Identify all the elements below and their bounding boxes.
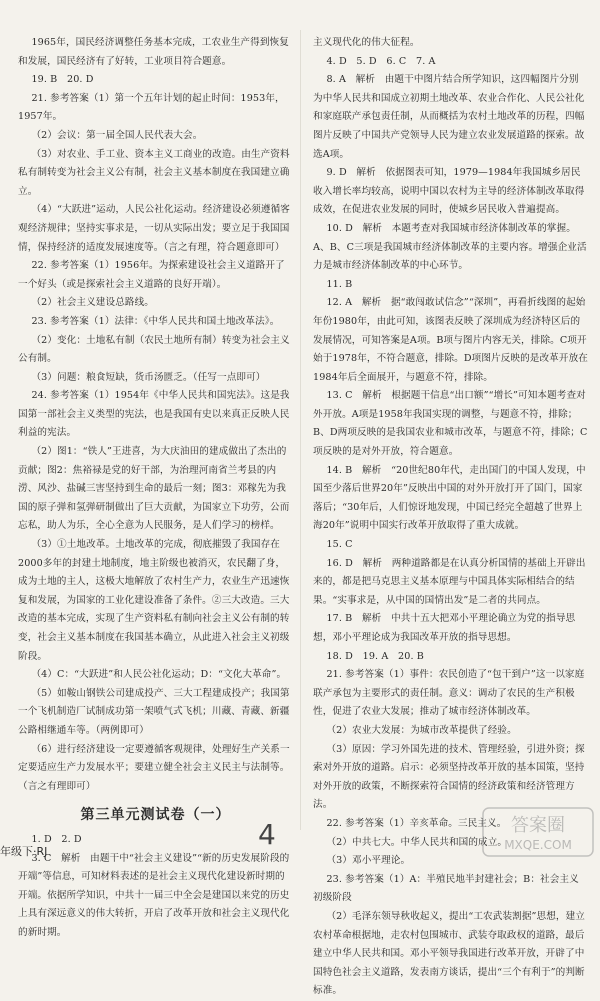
left-paragraph: （2）社会主义建设总路线。 xyxy=(31,297,154,309)
right-paragraph: 8. A 解析 由题干中图片结合所学知识，这四幅图片分别为中华人民共和国成立初期土地改革、农业合作化、人民公社化和家庭联产承包责任制，从而概括为农村土地改革的历程，四幅图片反映了中国共产党领导人民为建立农业发展道路的探索。故选A项。 xyxy=(313,74,585,160)
page-number: 4 xyxy=(258,818,276,851)
right-paragraph: （2）中共七大。中华人民共和国的成立。 xyxy=(326,836,508,848)
watermark-logo xyxy=(482,807,594,857)
right-paragraph: 14. B 解析 “20世纪80年代，走出国门的中国人发现，中国至少落后世界20年”反映出中国的对外开放打开了国门，国家落后；“30年后，人们惊讶地发现，中国已经完全超越了世界上海20年”说明中国实行改革开放取得了重大成就。 xyxy=(313,464,586,532)
left-paragraph: 21. 参考答案（1）第一个五年计划的起止时间：1953年，1957年。 xyxy=(18,92,285,123)
watermark-line1: 答案圈 xyxy=(511,815,565,836)
left-paragraph: （2）图1：“铁人”王进喜，为大庆油田的建成做出了杰出的贡献；图2：焦裕禄是党的好干部，为治理河南省兰考县的内涝、风沙、盐碱三害坚持到生命的最后一刻；图3：邓稼先为我国的原子弹和氢弹研制做出了巨大贡献，为国家立下功劳，公而忘私，助人为乐，全心全意为人民服务，是人们学习的榜样。 xyxy=(18,446,290,532)
right-paragraph: 22. 参考答案（1）辛亥革命。三民主义。 xyxy=(326,817,507,829)
right-paragraph: 4. D 5. D 6. C 7. A xyxy=(326,55,436,67)
grade-label: 年级下·RJ xyxy=(0,845,48,858)
left-paragraph: （4）C：“大跃进”和人民公社化运动；D：“文化大革命”。 xyxy=(31,669,287,681)
left-paragraphs xyxy=(18,34,293,796)
right-paragraph: 11. B xyxy=(326,278,353,290)
left-paragraph: （3）对农业、手工业、资本主义工商业的改造。由生产资料私有制转变为社会主义公有制，社会主义基本制度在我国建立确立。 xyxy=(18,148,290,197)
left-column xyxy=(18,34,293,943)
right-paragraph: 10. D 解析 本题考查对我国城市经济体制改革的掌握。A、B、C三项是我国城市经济体制改革的主要内容。增强企业活力是城市经济体制改革的中心环节。 xyxy=(313,222,587,272)
column-divider xyxy=(300,30,301,830)
right-paragraph: 23. 参考答案（1）A：半殖民地半封建社会；B：社会主义初级阶段 xyxy=(313,873,579,904)
right-paragraph: （3）邓小平理论。 xyxy=(326,855,411,867)
left-paragraph: 24. 参考答案（1）1954年《中华人民共和国宪法》。这是我国第一部社会主义类型的宪法，也是我国有史以来真正反映人民利益的宪法。 xyxy=(18,390,290,439)
right-paragraph: 9. D 解析 依据图表可知，1979—1984年我国城乡居民收入增长率均较高，说明中国以农村为主导的经济体制改革取得成效，在促进农业发展的同时，使城乡居民收入普遍提高。 xyxy=(313,167,585,216)
left-paragraph: （6）进行经济建设一定要遵循客观规律，处理好生产关系一定要适应生产力发展水平；要建立健全社会主义民主与法制等。（言之有理即可） xyxy=(18,743,290,792)
left-after-paragraph: 3. C 解析 由题干中“社会主义建设”“新的历史发展阶段的开端”等信息，可知材料表述的是社会主义现代化建设新时期的开端。依据所学知识，中共十一届三中全会是建国以来党的历史上具有深远意义的伟大转折，开启了改革开放和社会主义现代化的新时期。 xyxy=(18,852,290,938)
right-paragraph: 21. 参考答案（1）事件：农民创造了“包干到户”这一以家庭联产承包为主要形式的责任制。意义：调动了农民的生产积极性，促进了农业大发展；推动了城市经济体制改革。 xyxy=(313,669,585,718)
left-after-paragraph: 1. D 2. D xyxy=(31,833,82,845)
left-paragraph: （3）①土地改革。土地改革的完成，彻底摧毁了我国存在2000多年的封建土地制度，地主阶级也被消灭，农民翻了身，成为土地的主人，这极大地解放了农村生产力，农业生产迅速恢复和发展，为国家的工业化建设准备了条件。②三大改造。三大改造的基本完成，实现了生产资料私有制向社会主义公有制的转变，社会主义基本制度在我国基本确立，从此进入社会主义初级阶段。 xyxy=(18,539,290,662)
left-paragraph: （4）“大跃进”运动，人民公社化运动。经济建设必须遵循客观经济规律；坚持实事求是，一切从实际出发；要立足于我国国情，保持经济的适度发展速度等。（言之有理，符合题意即可） xyxy=(18,204,290,253)
right-paragraph: 主义现代化的伟大征程。 xyxy=(313,37,420,48)
left-paragraph: （5）如鞍山钢铁公司建成投产、三大工程建成投产；我国第一个飞机制造厂试制成功第一架喷气式飞机；川藏、青藏、新疆公路相继通车等。（两例即可） xyxy=(18,687,290,736)
left-after-title-paragraphs xyxy=(18,831,293,943)
left-paragraph: （2）会议：第一届全国人民代表大会。 xyxy=(31,129,203,141)
right-paragraph: 15. C xyxy=(326,539,353,551)
right-paragraph: （3）原因：学习外国先进的技术、管理经验，引进外资；探索对外开放的道路。启示：必须坚持改革开放的基本国策，坚持对外开放的政策，不断探索符合国情的经济政策和经济管理方法。 xyxy=(313,743,585,811)
right-paragraph: 13. C 解析 根据题干信息“出口额”“增长”可知本题考查对外开放。A项是1958年我国实现的调整，与题意不符，排除；B、D两项反映的是我国农业和城市改革，与题意不符，排除；C项反映的是对外开放，符合题意。 xyxy=(313,390,588,458)
left-paragraph: （2）变化：土地私有制（农民土地所有制）转变为社会主义公有制。 xyxy=(18,334,290,365)
right-paragraph: （2）农业大发展：为城市改革提供了经验。 xyxy=(326,724,517,736)
left-paragraph: 1965年，国民经济调整任务基本完成，工农业生产得到恢复和发展，国民经济有了好转，工业项目符合题意。 xyxy=(18,37,289,67)
section-title: 第三单元测试卷（一） xyxy=(80,807,231,824)
right-paragraph: 18. D 19. A 20. B xyxy=(326,650,424,662)
right-paragraph: 17. B 解析 中共十五大把邓小平理论确立为党的指导思想，邓小平理论成为我国改革开放的指导思想。 xyxy=(313,613,576,643)
left-paragraph: 22. 参考答案（1）1956年。为探索建设社会主义道路开了一个好头（或是探索社会主义道路的良好开端）。 xyxy=(18,260,285,290)
left-paragraph: 19. B 20. D xyxy=(31,74,94,86)
left-paragraph: （3）问题：粮食短缺，货币汤匮乏。（任写一点即可） xyxy=(31,371,266,383)
right-paragraph: （2）毛泽东领导秋收起义，提出“工农武装割据”思想，建立农村革命根据地，走农村包围城市、武装夺取政权的道路，最后建立中华人民共和国。邓小平领导我国进行改革开放，开辟了中国特色社会主义道路，发表南方谈话，提出“三个有利于”的判断标准。 xyxy=(313,910,585,997)
left-paragraph: 23. 参考答案（1）法律：《中华人民共和国土地改革法》。 xyxy=(31,315,280,327)
right-paragraph: 16. D 解析 两种道路都是在认真分析国情的基础上开辟出来的，都是把马克思主义基本原理与中国具体实际相结合的结果。“实事求是，从中国的国情出发”是二者的共同点。 xyxy=(313,557,586,606)
watermark-line2: MXQE.COM xyxy=(504,838,572,852)
right-paragraph: 12. A 解析 据“敢闯敢试信念”“深圳”，再看折线图的起始年份1980年，由此可知，该图表反映了深圳成为经济特区后的发展情况，可知答案是A项。B项与图片内容无关，排除。C项开始于1978年，不符合题意，排除。D项图片反映的是改革开放在1984年后全面展开，与题意不符，排除。 xyxy=(313,297,588,383)
